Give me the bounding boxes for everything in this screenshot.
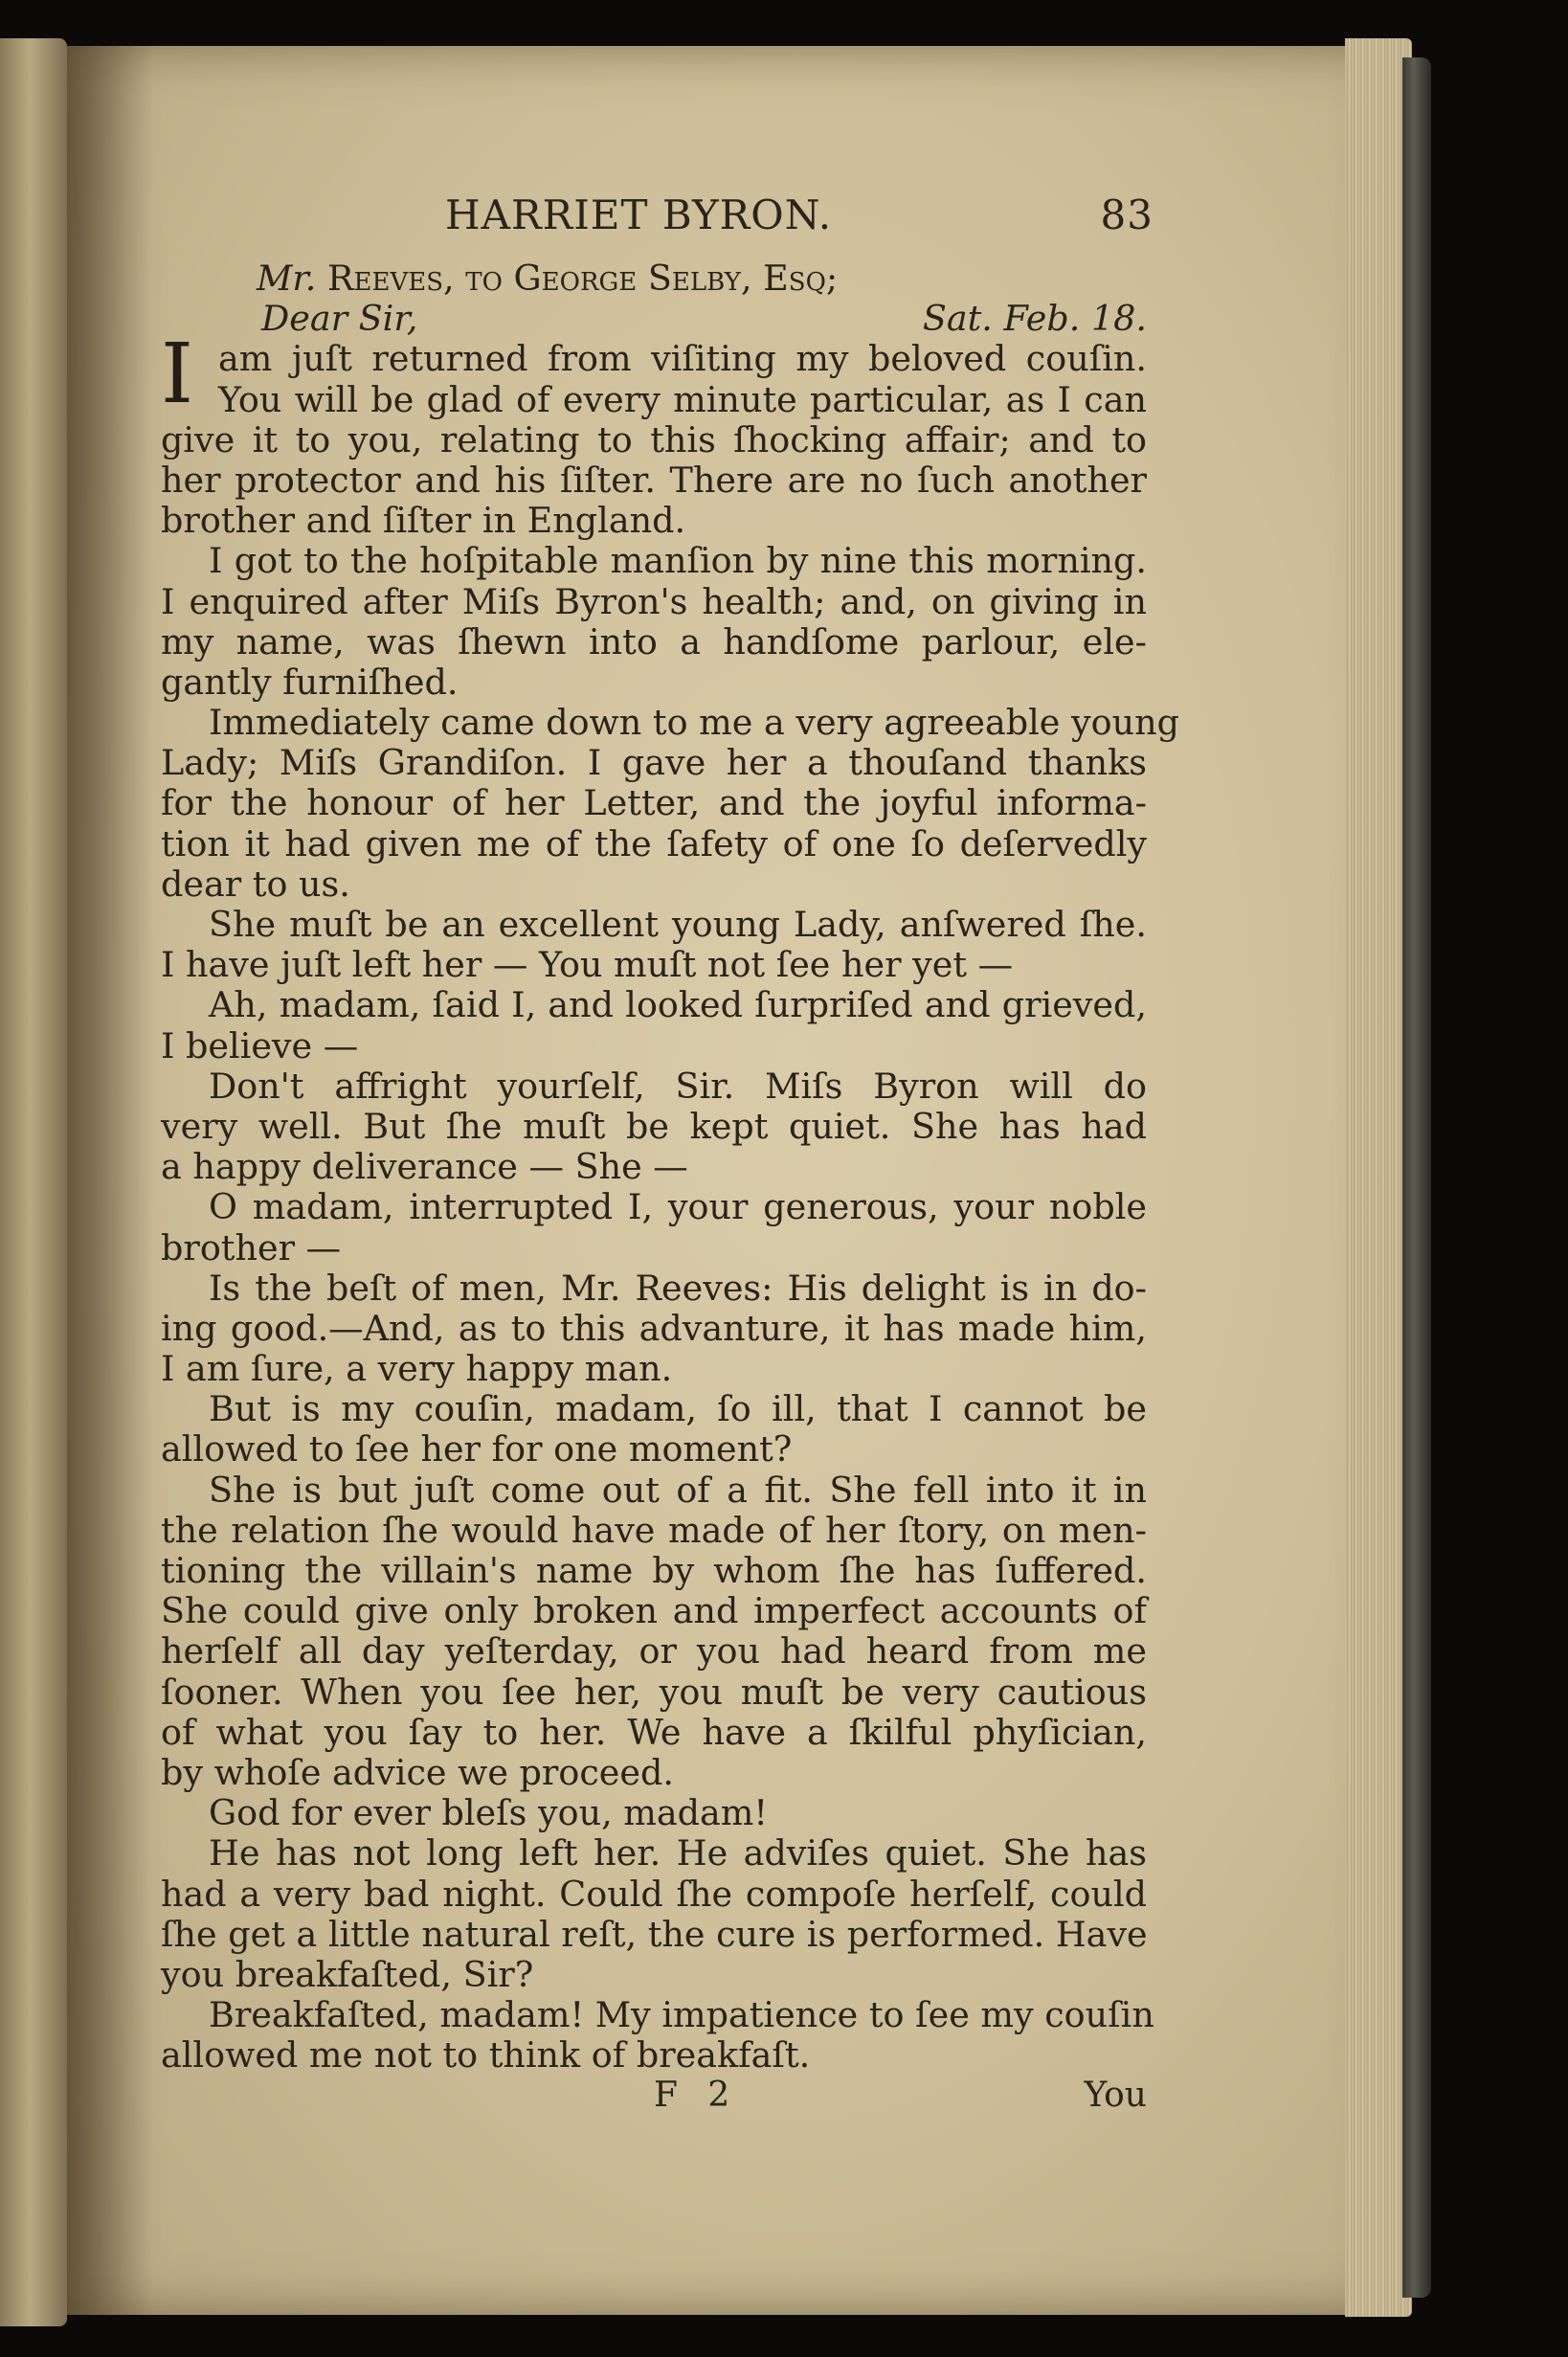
address-prefix: Mr. [257,258,317,299]
book-cover-edge [1402,57,1431,2298]
text-line: I am ſure, a very happy man. [161,1348,673,1390]
text-line: tioning the villain's name by whom ſhe has ſuffered. [161,1550,1147,1591]
text-line: O madam, interrupted I, your generous, your noble [209,1186,1147,1228]
letter-date: Sat. Feb. 18. [922,298,1147,340]
text-line: of what you ſay to her. We have a ſkilful phyſician, [161,1711,1147,1753]
letter-address [161,258,1147,299]
text-line: the relation ſhe would have made of her ſtory, on men- [161,1509,1147,1551]
text-line: She muſt be an excellent young Lady, anſwered ſhe. [209,904,1147,945]
drop-cap: I [161,326,193,422]
text-line: for the honour of her Letter, and the joyful informa- [161,782,1147,824]
text-line: ſhe get a little natural reſt, the cure is performed. Have [161,1913,1148,1955]
page-number: 83 [1100,191,1154,238]
text-line: allowed me not to think of breakfaſt. [161,2034,811,2076]
text-line: dear to us. [161,863,350,905]
letter-salutation-row [161,299,1147,339]
text-line: brother — [161,1226,342,1268]
text-line: allowed to ſee her for one moment? [161,1428,793,1470]
text-line: She could give only broken and imperfect accounts of [161,1590,1147,1632]
text-line: her protector and his ſiſter. There are no ſuch another [161,459,1147,501]
salutation: Dear Sir, [261,298,418,340]
text-line: But is my couſin, madam, ſo ill, that I cannot be [209,1388,1147,1430]
text-line: Don't affright yourſelf, Sir. Miſs Byron will do [209,1065,1147,1107]
text-line: very well. But ſhe muſt be kept quiet. She has had [161,1105,1147,1147]
text-line: Breakfaſted, madam! My impatience to ſee my couſin [209,1994,1154,2036]
gutter-shadow [67,46,153,2315]
text-line: give it to you, relating to this ſhocking affair; and to [161,418,1147,460]
page-body [161,258,1179,2076]
text-line: I got to the hoſpitable manſion by nine this morning. [209,540,1147,582]
facing-page-edge [0,38,67,2326]
text-line: my name, was ſhewn into a handſome parlour, ele- [161,620,1147,662]
text-line: I have juſt left her — You muſt not ſee her yet — [161,944,1014,986]
text-line: Is the beſt of men, Mr. Reeves: His delight is in do- [209,1267,1147,1309]
text-line: brother and ſiſter in England. [161,500,686,542]
text-line: am juſt returned from viſiting my beloved couſin. [218,338,1147,380]
text-line: I believe — [161,1024,359,1066]
text-line: Immediately came down to me a very agreeable young [209,702,1179,744]
text-line: ing good.—And, as to this advanture, it has made him, [161,1307,1147,1349]
text-line: He has not long left her. He adviſes quiet. She has [209,1832,1147,1874]
text-line: Lady; Miſs Grandiſon. I gave her a thouſand thanks [161,742,1147,784]
text-line: ſooner. When you ſee her, you muſt be very cautious [161,1671,1147,1713]
text-line: had a very bad night. Could ſhe compoſe herſelf, could [161,1873,1147,1915]
text-line: a happy deliverance — She — [161,1146,688,1188]
text-line: Ah, madam, ſaid I, and looked ſurpriſed and grieved, [209,984,1147,1026]
text-line: herſelf all day yeſterday, or you had heard from me [161,1630,1147,1672]
page-footer [161,2076,1147,2123]
text-line: I enquired after Miſs Byron's health; and, on giving in [161,580,1147,622]
text-line: God for ever bleſs you, madam! [209,1792,769,1834]
text-line: You will be glad of every minute particular, as I can [218,378,1147,420]
text-line: gantly furniſhed. [161,661,459,703]
catchword: You [1084,2076,1147,2115]
address-text: Reeves, to George Selby, Esq; [327,258,839,299]
running-head: HARRIET BYRON. [445,191,833,238]
page-header [445,191,1154,258]
text-line: tion it had given me of the ſafety of one ſo deſervedly [161,822,1147,864]
text-line: She is but juſt come out of a fit. She fell into it in [209,1469,1147,1511]
signature-mark: F 2 [654,2076,740,2115]
text-line: by whoſe advice we proceed. [161,1751,674,1793]
text-line: you breakfaſted, Sir? [161,1953,534,1995]
